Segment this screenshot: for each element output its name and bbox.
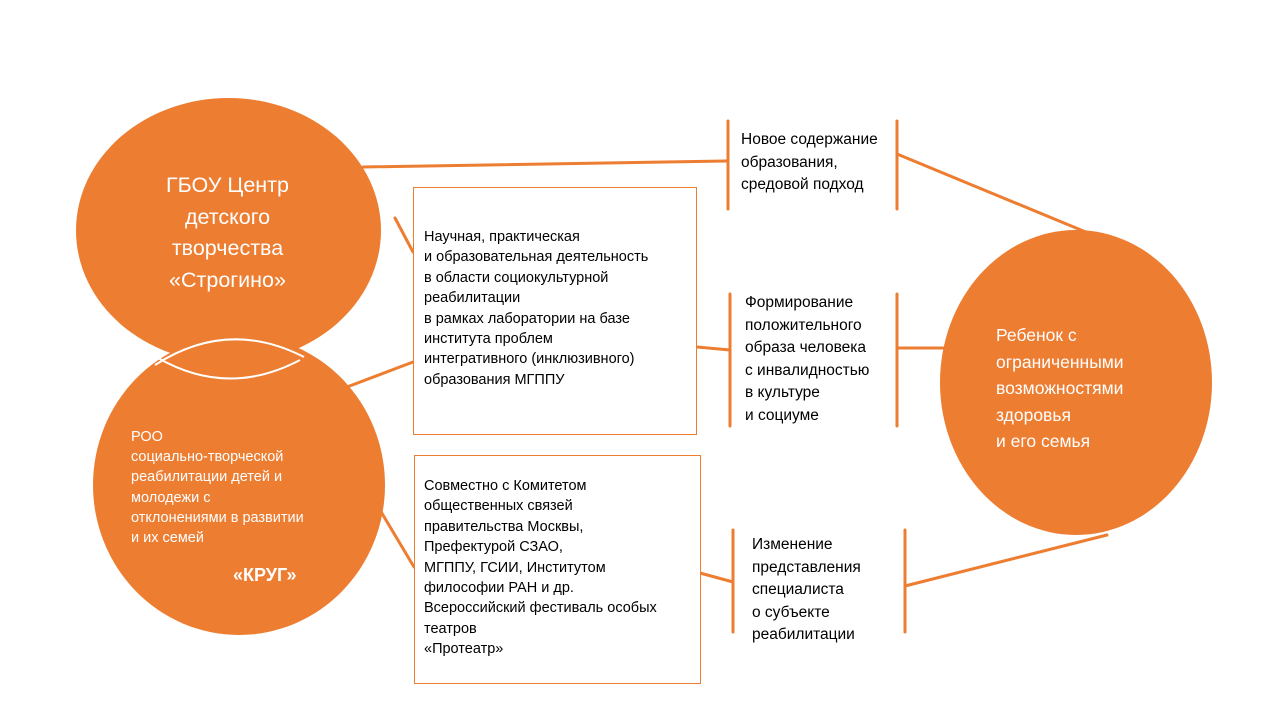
center-circle-label: ГБОУ Центр детского творчества «Строгино» — [166, 173, 289, 292]
outcome-specialist: Изменение представления специалиста о субъекте реабилитации — [752, 536, 861, 643]
outcome-content: Новое содержание образования, средовой подход — [741, 131, 878, 193]
partners-box-text: Совместно с Комитетом общественных связей правительства Москвы, Префектурой СЗАО, МГППУ, ГСИИ, Институтом философии РАН и др. Всероссийский фестиваль особых театров «Протеатр» — [424, 478, 657, 658]
roo-circle-label: РОО социально-творческой реабилитации детей и молодежи с отклонениями в развитии и их семей — [131, 429, 304, 547]
roo-circle-name: «КРУГ» — [233, 565, 297, 585]
child-circle-label: Ребенок с ограниченными возможностями здоровья и его семья — [996, 325, 1124, 451]
outcome-image: Формирование положительного образа человека с инвалидностью в культуре и социуме — [745, 294, 870, 424]
research-box-text: Научная, практическая и образовательная деятельность в области социокультурной реабилитации в рамках лаборатории на базе института проблем интегративного (инклюзивного) образования МГППУ — [424, 229, 649, 388]
